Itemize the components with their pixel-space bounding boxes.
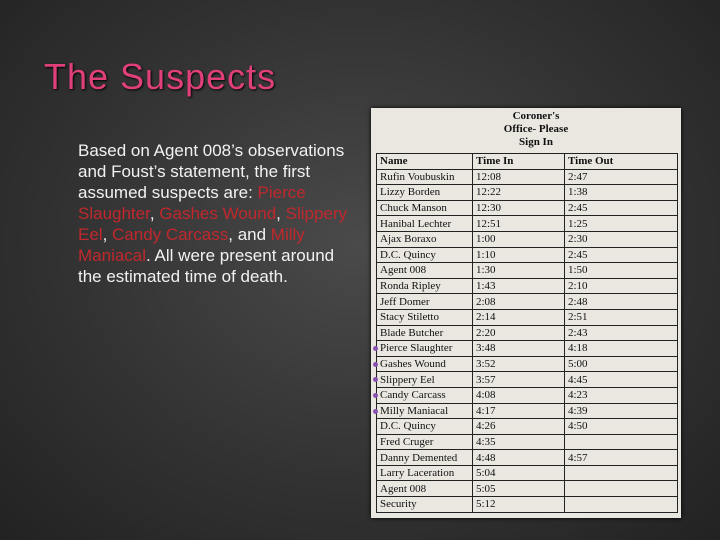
- time-out-cell: 2:48: [565, 294, 678, 310]
- time-in-cell: 12:30: [473, 200, 565, 216]
- time-in-cell: 3:52: [473, 356, 565, 372]
- sheet-header: [481, 110, 591, 149]
- name-text: Pierce Slaughter: [380, 342, 453, 355]
- time-in-cell: 4:48: [473, 450, 565, 466]
- name-cell: Fred Cruger: [377, 434, 473, 450]
- table-row: [377, 263, 678, 279]
- time-out-cell: 2:30: [565, 231, 678, 247]
- time-in-cell: 1:00: [473, 231, 565, 247]
- time-in-cell: 4:35: [473, 434, 565, 450]
- name-cell: Agent 008: [377, 263, 473, 279]
- suspect-pierce-slaughter: Pierce Slaughter: [78, 183, 306, 223]
- table-body: [377, 169, 678, 512]
- table-row: [377, 309, 678, 325]
- time-out-cell: 2:45: [565, 200, 678, 216]
- time-in-cell: 5:05: [473, 481, 565, 497]
- name-cell: Hanibal Lechter: [377, 216, 473, 232]
- table-row: [377, 465, 678, 481]
- table-row: [377, 231, 678, 247]
- time-out-cell: 2:45: [565, 247, 678, 263]
- name-cell: Larry Laceration: [377, 465, 473, 481]
- time-in-cell: 3:48: [473, 341, 565, 357]
- suspect-candy-carcass: Candy Carcass: [112, 225, 229, 244]
- time-out-cell: 4:23: [565, 387, 678, 403]
- time-in-cell: 4:26: [473, 419, 565, 435]
- time-out-cell: 1:38: [565, 185, 678, 201]
- time-out-cell: 1:25: [565, 216, 678, 232]
- body-intro: Based on Agent 008’s observations and Foust’s statement, the first assumed suspects are:: [78, 141, 345, 202]
- name-cell: Security: [377, 497, 473, 513]
- time-in-cell: 12:22: [473, 185, 565, 201]
- suspect-marker-icon: [373, 346, 378, 351]
- time-out-cell: [565, 481, 678, 497]
- table-row: [377, 216, 678, 232]
- time-out-cell: 2:47: [565, 169, 678, 185]
- time-in-cell: 1:43: [473, 278, 565, 294]
- name-cell: Rufin Voubuskin: [377, 169, 473, 185]
- suspect-marker-icon: [373, 362, 378, 367]
- bullet-paragraph: [56, 140, 348, 287]
- table-row: [377, 341, 678, 357]
- time-in-cell: 3:57: [473, 372, 565, 388]
- name-cell: [377, 341, 473, 357]
- time-out-cell: 4:57: [565, 450, 678, 466]
- time-out-cell: 4:39: [565, 403, 678, 419]
- table-row: [377, 169, 678, 185]
- separator: ,: [276, 204, 286, 223]
- table-row: [377, 325, 678, 341]
- suspect-marker-icon: [373, 393, 378, 398]
- table-row: [377, 278, 678, 294]
- name-cell: Ronda Ripley: [377, 278, 473, 294]
- table-row: [377, 294, 678, 310]
- time-in-cell: 2:14: [473, 309, 565, 325]
- time-out-cell: 1:50: [565, 263, 678, 279]
- time-in-cell: 5:04: [473, 465, 565, 481]
- suspect-marker-icon: [373, 377, 378, 382]
- body-outro: . All were present around the estimated time of death.: [78, 246, 335, 286]
- table-row: [377, 387, 678, 403]
- name-cell: Ajax Boraxo: [377, 231, 473, 247]
- table-row: [377, 419, 678, 435]
- time-out-cell: [565, 434, 678, 450]
- name-text: Candy Carcass: [380, 389, 446, 402]
- name-text: Slippery Eel: [380, 373, 435, 386]
- time-out-cell: 4:45: [565, 372, 678, 388]
- name-cell: D.C. Quincy: [377, 247, 473, 263]
- name-cell: [377, 387, 473, 403]
- column-header-name: Name: [377, 154, 473, 170]
- table-row: [377, 185, 678, 201]
- time-out-cell: 5:00: [565, 356, 678, 372]
- slide-title: The Suspects: [44, 56, 277, 97]
- sign-in-table: [376, 153, 678, 513]
- name-text: Milly Maniacal: [380, 404, 449, 417]
- body-text: [78, 140, 348, 287]
- separator: ,: [149, 204, 160, 223]
- time-out-cell: 4:50: [565, 419, 678, 435]
- sign-in-sheet-image: [371, 108, 681, 518]
- table-row: [377, 481, 678, 497]
- suspect-gashes-wound: Gashes Wound: [159, 204, 277, 223]
- time-in-cell: 5:12: [473, 497, 565, 513]
- column-header-time-out: Time Out: [565, 154, 678, 170]
- table-row: [377, 356, 678, 372]
- table-row: [377, 200, 678, 216]
- time-out-cell: 2:10: [565, 278, 678, 294]
- time-out-cell: 4:18: [565, 341, 678, 357]
- time-in-cell: 4:08: [473, 387, 565, 403]
- table-row: [377, 497, 678, 513]
- name-cell: D.C. Quincy: [377, 419, 473, 435]
- separator: ,: [102, 225, 113, 244]
- time-in-cell: 1:30: [473, 263, 565, 279]
- sheet-header-area: [371, 108, 681, 152]
- time-in-cell: 1:10: [473, 247, 565, 263]
- table-row: [377, 403, 678, 419]
- time-out-cell: 2:51: [565, 309, 678, 325]
- time-in-cell: 2:20: [473, 325, 565, 341]
- name-text: Gashes Wound: [380, 358, 446, 371]
- name-cell: Jeff Domer: [377, 294, 473, 310]
- table-header-row: [377, 154, 678, 170]
- suspect-milly-maniacal: Milly Maniacal: [78, 225, 305, 265]
- time-in-cell: 4:17: [473, 403, 565, 419]
- name-cell: [377, 372, 473, 388]
- table-row: [377, 434, 678, 450]
- separator: , and: [228, 225, 271, 244]
- table-row: [377, 372, 678, 388]
- name-cell: Danny Demented: [377, 450, 473, 466]
- name-cell: Lizzy Borden: [377, 185, 473, 201]
- time-out-cell: 2:43: [565, 325, 678, 341]
- time-out-cell: [565, 465, 678, 481]
- time-in-cell: 2:08: [473, 294, 565, 310]
- suspect-marker-icon: [373, 409, 378, 414]
- table-row: [377, 450, 678, 466]
- time-out-cell: [565, 497, 678, 513]
- sheet-header-line: Sign In: [519, 136, 553, 148]
- name-cell: Stacy Stiletto: [377, 309, 473, 325]
- sheet-header-line: Coroner's: [512, 110, 560, 122]
- name-cell: Agent 008: [377, 481, 473, 497]
- sheet-header-line: Office- Please: [503, 123, 569, 135]
- time-in-cell: 12:51: [473, 216, 565, 232]
- table-row: [377, 247, 678, 263]
- name-cell: Chuck Manson: [377, 200, 473, 216]
- name-cell: [377, 356, 473, 372]
- column-header-time-in: Time In: [473, 154, 565, 170]
- suspect-slippery-eel: Slippery Eel: [78, 204, 348, 244]
- name-cell: Blade Butcher: [377, 325, 473, 341]
- time-in-cell: 12:08: [473, 169, 565, 185]
- name-cell: [377, 403, 473, 419]
